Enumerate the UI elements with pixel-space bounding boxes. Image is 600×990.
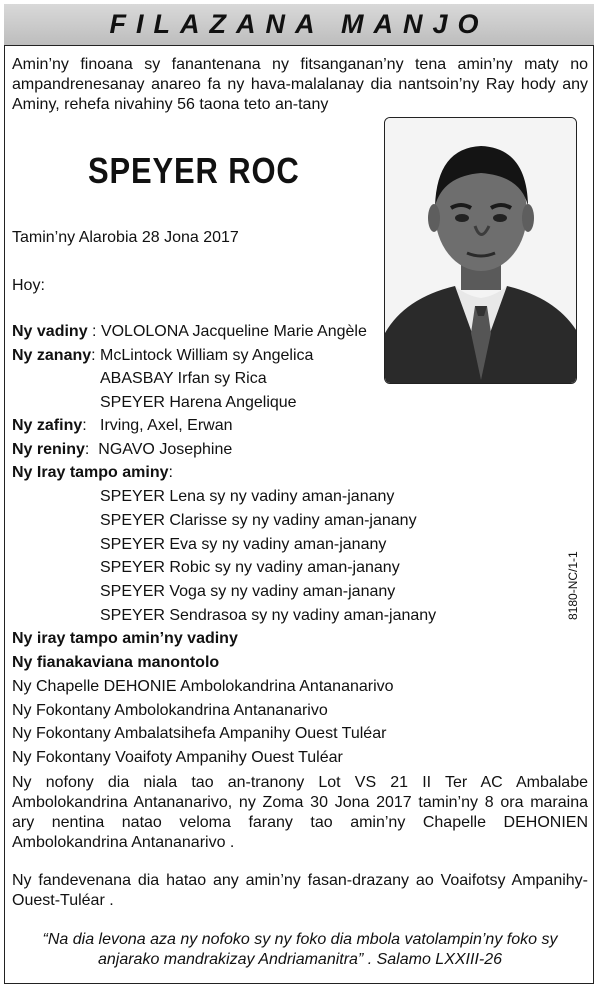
date-line: Tamin’ny Alarobia 28 Jona 2017: [12, 229, 239, 246]
sibling-item: SPEYER Lena sy ny vadiny aman-janany: [100, 488, 395, 505]
family-label: Ny vadiny: [12, 323, 88, 340]
notice-title: FILAZANA MANJO: [109, 9, 489, 39]
sibling-item: SPEYER Eva sy ny vadiny aman-janany: [100, 536, 387, 553]
reference-code: 8180-NC/1-1: [566, 551, 580, 620]
family-row: Ny zanany: McLintock William sy Angelica: [12, 347, 314, 364]
bold-line: Ny fianakaviana manontolo: [12, 654, 220, 671]
institution-line: Ny Fokontany Ambolokandrina Antananarivo: [12, 702, 328, 719]
family-value: Irving, Axel, Erwan: [100, 417, 233, 434]
family-label: Ny reniny: [12, 441, 85, 458]
notice-header: [4, 4, 594, 46]
sibling-item: SPEYER Voga sy ny vadiny aman-janany: [100, 583, 396, 600]
family-value: McLintock William sy Angelica: [100, 347, 314, 364]
institution-line: Ny Chapelle DEHONIE Ambolokandrina Antananarivo: [12, 678, 394, 695]
family-value: ABASBAY Irfan sy Rica: [100, 370, 267, 387]
sibling-item: SPEYER Sendrasoa sy ny vadiny aman-janany: [100, 607, 437, 624]
portrait-photo: [384, 117, 577, 384]
deceased-name: SPEYER ROC: [88, 150, 300, 191]
bold-line: Ny iray tampo amin’ny vadiny: [12, 630, 238, 647]
institution-line: Ny Fokontany Ambalatsihefa Ampanihy Ouest Tuléar: [12, 725, 387, 742]
family-label: Ny zafiny: [12, 417, 83, 434]
family-row: [100, 369, 267, 389]
portrait-image: [385, 118, 577, 384]
family-value: VOLOLONA Jacqueline Marie Angèle: [100, 323, 367, 340]
family-row: Ny reniny: NGAVO Josephine: [12, 441, 233, 458]
family-label: Ny zanany: [12, 347, 92, 364]
funeral-text: Ny nofony dia niala tao an-tranony Lot VS 21 II Ter AC Ambalabe Ambolokandrina Antananarivo, ny Zoma 30 Jona 2017 tamin’ny 8 ora maraina ary nentina natao veloma farany tao amin’ny Chapelle DEHONIEN Ambolokandrina Antananarivo .: [12, 774, 588, 851]
family-row: Ny vadiny : VOLOLONA Jacqueline Marie Angèle: [12, 323, 367, 340]
intro-text: Amin’ny finoana sy fanantenana ny fitsanganan’ny tena amin’ny maty no ampandrenesanay anareo fa ny hava-malalanay dia nantsoin’ny Ray hody any Aminy, rehefa nivahiny 56 taona teto an-tany: [12, 56, 588, 113]
family-row: Ny zafiny: Irving, Axel, Erwan: [12, 417, 233, 434]
burial-text: Ny fandevenana dia hatao any amin’ny fasan-drazany ao Voaifotsy Ampanihy-Ouest-Tuléar .: [12, 872, 588, 909]
siblings-heading: Ny Iray tampo aminy:: [12, 464, 173, 481]
sibling-item: SPEYER Clarisse sy ny vadiny aman-janany: [100, 512, 417, 529]
closing-quote: “Na dia levona aza ny nofoko sy ny foko dia mbola vatolampin’ny foko sy anjarako mandrakizay Andriamanitra” . Salamo LXXIII-26: [42, 931, 558, 968]
sibling-item: SPEYER Robic sy ny vadiny aman-janany: [100, 559, 400, 576]
family-value: SPEYER Harena Angelique: [100, 394, 297, 411]
family-value: NGAVO Josephine: [98, 441, 233, 458]
family-row: [100, 393, 297, 413]
institution-line: Ny Fokontany Voaifoty Ampanihy Ouest Tuléar: [12, 749, 343, 766]
hoy-label: Hoy:: [12, 277, 45, 294]
